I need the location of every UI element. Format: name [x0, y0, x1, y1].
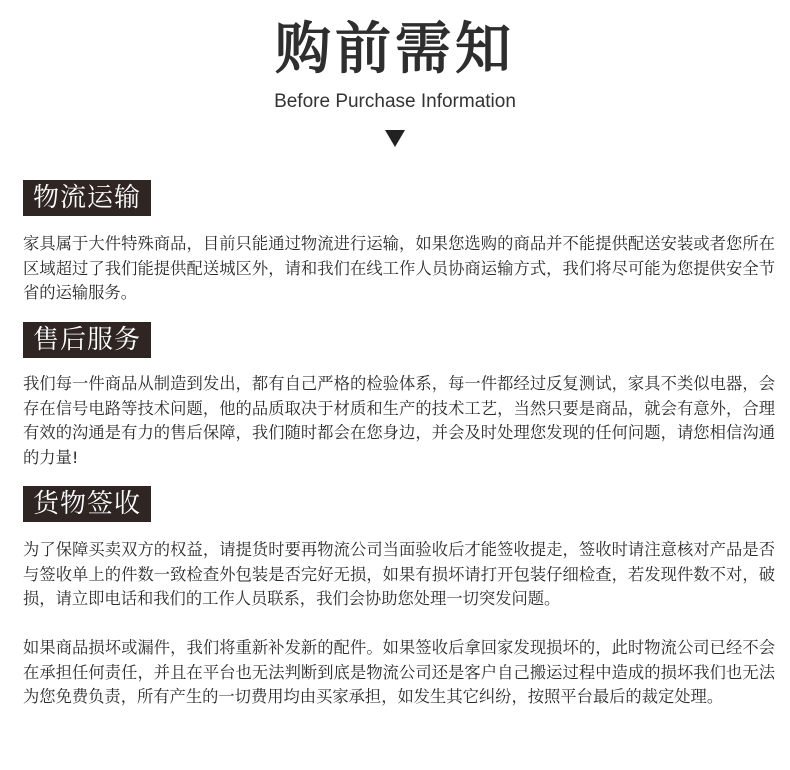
section-paragraph-after-sales: 我们每一件商品从制造到发出，都有自己严格的检验体系，每一件都经过反复测试，家具不类似电器，会存在信号电路等技术问题，他的品质取决于材质和生产的技术工艺，当然只要是商品，就会有意外，合理有效的沟通是有力的售后保障，我们随时都会在您身边，并会及时处理您发现的任何问题，请您相信沟通的力量! — [23, 374, 775, 467]
section-title-logistics: 物流运输 — [23, 180, 151, 216]
down-triangle-icon — [385, 130, 405, 147]
section-title-after-sales: 售后服务 — [23, 322, 151, 358]
section-paragraph-logistics: 家具属于大件特殊商品，目前只能通过物流进行运输，如果您选购的商品并不能提供配送安装或者您所在区域超过了我们能提供配送城区外，请和我们在线工作人员协商运输方式，我们将尽可能为您提供安全节省的运输服务。 — [23, 234, 775, 302]
section-paragraph-receipt-1: 为了保障买卖双方的权益，请提货时要再物流公司当面验收后才能签收提走，签收时请注意核对产品是否与签收单上的件数一致检查外包装是否完好无损，如果有损坏请打开包装仔细检查，若发现件数不对，破损，请立即电话和我们的工作人员联系，我们会协助您处理一切突发问题。 — [23, 540, 775, 608]
page-subtitle: Before Purchase Information — [274, 91, 516, 112]
section-paragraph-receipt-2: 如果商品损坏或漏件，我们将重新补发新的配件。如果签收后拿回家发现损坏的，此时物流公司已经不会在承担任何责任，并且在平台也无法判断到底是物流公司还是客户自己搬运过程中造成的损坏我们也无法为您免费负责，所有产生的一切费用均由买家承担，如发生其它纠纷，按照平台最后的裁定处理。 — [23, 638, 775, 706]
page-title: 购前需知 — [275, 17, 515, 82]
section-title-receipt: 货物签收 — [23, 486, 151, 522]
